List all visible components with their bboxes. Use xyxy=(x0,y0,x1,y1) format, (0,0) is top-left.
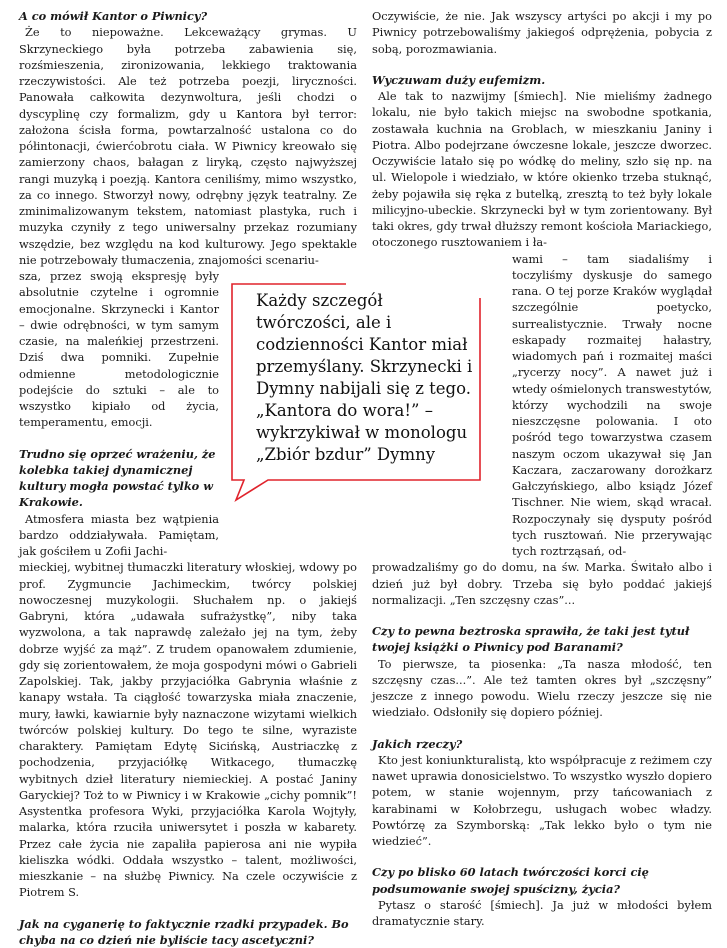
question-heading: Jakich rzeczy? xyxy=(372,736,712,752)
question-heading: Jak na cyganerię to faktycznie rzadki przypadek. Bo chyba na co dzień nie byliście tacy ascetyczni? xyxy=(19,916,357,948)
question-heading: Wyczuwam duży eufemizm. xyxy=(372,72,712,88)
answer-paragraph: Ale tak to nazwijmy [śmiech]. Nie mieliśmy żadnego lokalu, nie było takich miejsc na swobodne spotkania, zostawała kuchnia na Groblach, w mieszkaniu Janiny i Piotra. Albo podejrzane ówczesne lokale, jeszcze dworzec. Oczywiście latało się po wódkę do meliny, szło się np. na ul. Wielopole i wiedziało, w które okienko trzeba stuknąć, żeby pojawiła się ręka z butelką, zresztą to też były lokale milicyjno-ubeckie. Skrzynecki był w tym zorientowany. Był taki okres, gdy trwał dłuższy remont kościoła Mariackiego, otoczonego rusztowaniem i ła- xyxy=(372,88,712,251)
answer-paragraph: mieckiej, wybitnej tłumaczki literatury włoskiej, wdowy po prof. Zygmuncie Jachimeckim, twórcy polskiej nowoczesnej muzykologii. Słuchałem np. o jakiejś Gabryni, która „udawała sufrażystkę”, niby taka wyzwolona, a tak naprawdę zależało jej na tym, żeby dobrze wyjść za mąż”. Z trudem opanowałem zdumienie, gdy się zorientowałem, że moja gospodyni mówi o Gabrieli Zapolskiej. Tak, jakby przyjaciółka Gabrynia właśnie z kanapy wstała. Ta ciągłość towarzyska miała znaczenie, mury, ławki, kawiarnie były naznaczone wizytami wielkich twórców polskiej kultury. Do tego te silne, wyraziste charaktery. Pamiętam Edytę Sicińską, Austriaczkę z pochodzenia, przyjaciółkę Witkacego, tłumaczkę wybitnych dzieł literatury niemieckiej. A postać Janiny Garyckiej? Toż to w Piwnicy i w Krakowie „cichy pomnik”! Asystentka profesora Wyki, przyjaciółka Karola Wojtyły, malarka, która rzuciła uniwersytet i poszła w kabarety. Przez całe życia nie zapaliła papierosa ani nie wypiła kieliszka wódki. Oddała wszystko – talent, możliwości, mieszkanie – na służbę Piwnicy. Na czele oczywiście z Piotrem S. xyxy=(19,559,357,900)
question-heading: Czy to pewna beztroska sprawiła, że taki jest tytuł twojej książki o Piwnicy pod Baranami? xyxy=(372,623,712,656)
answer-paragraph: Że to niepoważne. Lekceważący grymas. U Skrzyneckiego była potrzeba zabawienia się, rozśmieszenia, zironizowania, lekkiego traktowania rzeczywistości. Ale też potrzeba poezji, liryczności. Panowała całkowita dezynwoltura, jeśli chodzi o dyscyplinę czy formalizm, gdy u Kantora był terror: założona ścisła forma, powtarzalność ustalona co do półintonacji, ćwierćobrotu ciała. W Piwnicy kreowało się zamierzony chaos, bałagan z liryką, często najwyższej rangi muzyką i poezją. Kantora ceniliśmy, mimo wszystko, za co innego. Stworzył nowy, odrębny język teatralny. Ze zminimalizowanym tekstem, natomiast plastyka, ruch i muzyka czyniły z tego uniwersalny przekaz rozumiany wszędzie, bez względu na kod kulturowy. Jego spektakle nie potrzebowały tłumaczenia, znajomości scenariu- xyxy=(19,24,357,268)
question-heading: Trudno się oprzeć wrażeniu, że kolebka takiej dynamicznej kultury mogła powstać tylko w Krakowie. xyxy=(19,446,219,511)
question-heading: Czy po blisko 60 latach twórczości korci cię podsumowanie swojej spuścizny, życia? xyxy=(372,864,712,897)
answer-paragraph: Pytasz o starość [śmiech]. Ja już w młodości byłem dramatycznie stary. xyxy=(372,897,712,930)
question-heading: A co mówił Kantor o Piwnicy? xyxy=(19,8,357,24)
answer-paragraph-wrapped: wami – tam siadaliśmy i toczyliśmy dyskusje do samego rana. O tej porze Kraków wyglądał szczególnie poetycko, surrealistycznie. Trwały nocne eskapady rozmaitej hałastry, wiadomych pań i rozmaitej maści „rycerzy nocy”. A nawet już i wtedy ośmielonych transwestytów, którzy wychodzili na swoje nieszczęsne polowania. I oto pośród tego towarzystwa czasem naszym oczom ukazywał się Jan Kaczara, zaczarowany dorożkarz Gałczyńskiego, albo ksiądz Józef Tischner. Nie wiem, skąd wracał. Rozpoczynały się dysputy pośród tych rusztowań. Nie przerywając tych roztrząsań, od- xyxy=(512,251,712,560)
answer-paragraph: prowadzaliśmy go do domu, na św. Marka. Świtało albo i dzień już był dobry. Trzeba się było poddać jakiejś normalizacji. „Ten szczęsny czas”... xyxy=(372,559,712,608)
answer-paragraph: Oczywiście, że nie. Jak wszyscy artyści po akcji i my po Piwnicy potrzebowaliśmy jakiegoś odprężenia, pobycia z sobą, porozmawiania. xyxy=(372,8,712,57)
answer-paragraph-wrapped: Atmosfera miasta bez wątpienia bardzo oddziaływała. Pamiętam, jak gościłem u Zofii Jachi- xyxy=(19,511,219,560)
pull-quote xyxy=(228,282,483,502)
answer-paragraph: To pierwsze, ta piosenka: „Ta nasza młodość, ten szczęsny czas...”. Ale też tamten okres był „szczęsny” jeszcze z innego powodu. Wielu rzeczy jeszcze się nie wiedziało. Odsłoniły się dopiero później. xyxy=(372,656,712,721)
answer-paragraph: Kto jest koniunkturalistą, kto współpracuje z reżimem czy nawet uprawia donosicielstwo. To wszystko wyszło dopiero potem, w stanie wojennym, przy tańcowaniach z karabinami w Kołobrzegu, usługach wobec władzy. Powtórzę za Szymborską: „Tak lekko było o tym nie wiedzieć”. xyxy=(372,752,712,850)
pull-quote-text: Każdy szczegół twórczości, ale i codzienności Kantor miał przemyślany. Skrzynecki i Dymny nabijali się z tego. „Kantora do wora!” – wykrzykiwał w monologu „Zbiór bzdur” Dymny xyxy=(256,290,481,466)
answer-paragraph-wrapped: sza, przez swoją ekspresję były absolutnie czytelne i ogromnie emocjonalne. Skrzynecki i Kantor – dwie odrębności, w tym samym czasie, na maleńkiej przestrzeni. Dziś dwa pomniki. Zupełnie odmienne metodologicznie podejście do sztuki – ale to wszystko kipiało od życia, temperamentu, emocji. xyxy=(19,268,219,431)
